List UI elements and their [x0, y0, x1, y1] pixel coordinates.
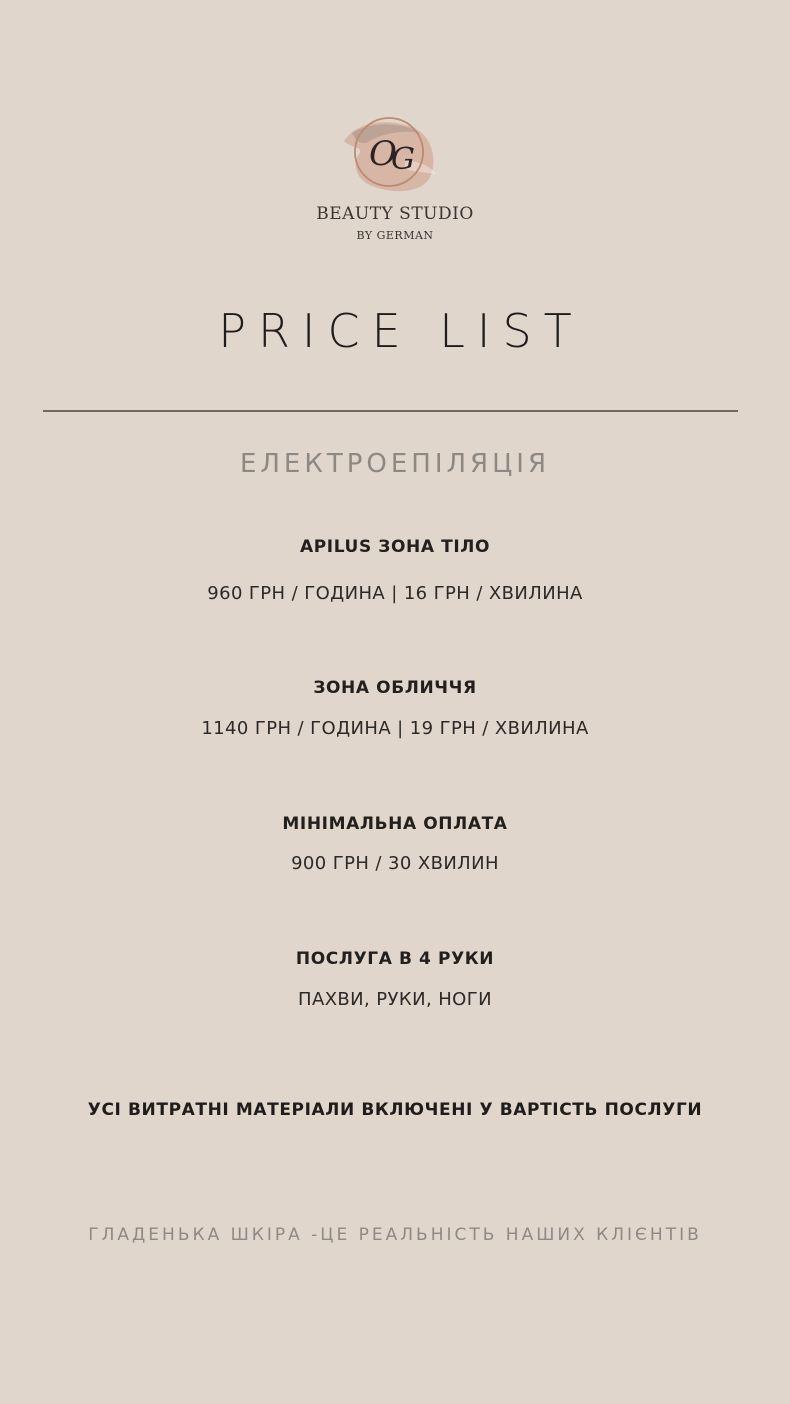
- item-name-face-zone: ЗОНА ОБЛИЧЧЯ: [313, 678, 477, 698]
- monogram-letter-g-icon: G: [391, 142, 415, 177]
- brand-name: BEAUTY STUDIO: [316, 204, 474, 224]
- section-title: ЕЛЕКТРОЕПІЛЯЦІЯ: [239, 449, 551, 479]
- brand-logo: [0, 110, 790, 250]
- item-name-four-hands: ПОСЛУГА В 4 РУКИ: [295, 949, 495, 969]
- monogram-letter-o-icon: O: [369, 134, 397, 174]
- item-price-minimum-payment: 900 ГРН / 30 ХВИЛИН: [291, 853, 499, 874]
- title-divider: [43, 410, 738, 412]
- tagline: ГЛАДЕНЬКА ШКІРА -ЦЕ РЕАЛЬНІСТЬ НАШИХ КЛІЄНТІВ: [88, 1225, 702, 1245]
- item-price-face-zone: 1140 ГРН / ГОДИНА | 19 ГРН / ХВИЛИНА: [201, 718, 589, 739]
- item-name-minimum-payment: МІНІМАЛЬНА ОПЛАТА: [282, 814, 508, 834]
- item-name-body-zone: APILUS ЗОНА ТІЛО: [299, 537, 491, 557]
- monogram-logo-icon: [334, 110, 444, 200]
- brand-subtitle: BY GERMAN: [356, 229, 434, 242]
- item-price-four-hands: ПАХВИ, РУКИ, НОГИ: [298, 989, 492, 1010]
- item-price-body-zone: 960 ГРН / ГОДИНА | 16 ГРН / ХВИЛИНА: [207, 583, 583, 604]
- page-title: PRICE LIST: [218, 304, 584, 358]
- materials-note: УСІ ВИТРАТНІ МАТЕРІАЛИ ВКЛЮЧЕНІ У ВАРТІСТЬ ПОСЛУГИ: [87, 1100, 703, 1120]
